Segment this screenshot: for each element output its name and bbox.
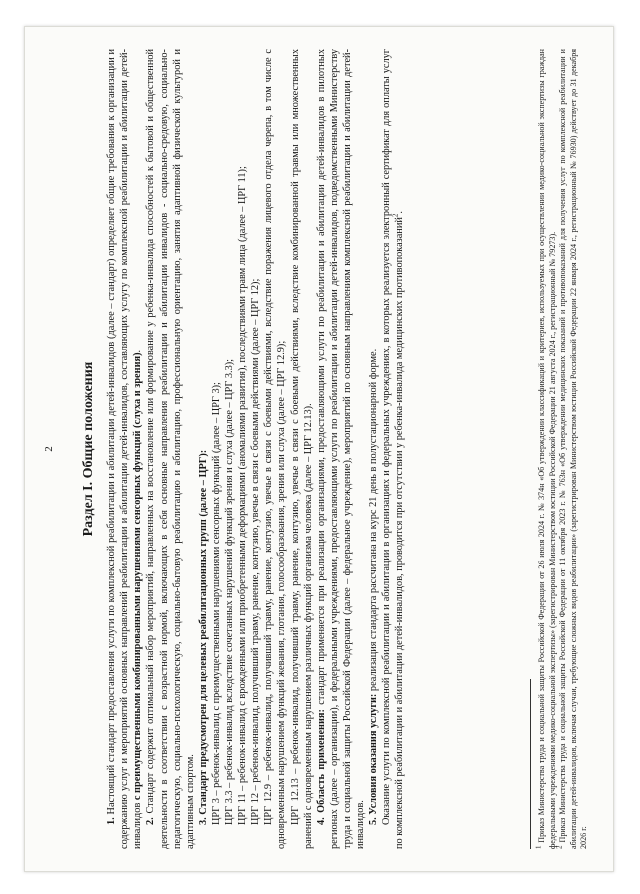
footnote-separator xyxy=(530,679,531,849)
paragraph-5-body xyxy=(380,49,406,849)
crg-item: ЦРГ 12.13 – ребенок-инвалид, получивший травму, ранение, контузию, увечье в связи с боевыми действиями, вследствие комбинированной травмы или множественных ранений с одновременным нарушением различных функций организма человека (далее – ЦРГ 12.13). xyxy=(289,49,314,849)
paragraph-5-text: реализация стандарта рассчитана на курс 21 день в полустационарной форме. xyxy=(368,348,380,692)
paragraph-4-text: стандарт применяется при реализации организациями, предоставляющими услуги по реабилитации и абилитации детей-инвалидов в пилотных регионах (далее – организации), и федеральными учреждениями, предоставляющими услуги по реабилитации и абилитации детей-инвалидов, подведомственными Министерству труда и социальной защиты Российской Федерации (далее – федеральное учреждение), мероприятий по основным направлениям комплексной реабилитации и абилитации детей-инвалидов. xyxy=(315,49,366,849)
paragraph-1-text: Настоящий стандарт предоставления услуги по комплексной реабилитации и абилитации детей-инвалидов (далее – стандарт) определяет общие требования к организации и содержанию услуг и мероприятий основных направлений реабилитации и абилитации детей-инвалидов, составляющих услугу по комплексной реабилитации и абилитации детей-инвалидов xyxy=(106,49,144,849)
paragraph-4 xyxy=(315,49,367,849)
paragraph-1-tail: . xyxy=(132,349,144,353)
paragraph-5-lead: 5. Условия оказания услуги: xyxy=(368,693,380,825)
paragraph-2-number: 2. xyxy=(145,817,157,825)
page-body xyxy=(25,27,599,871)
paragraph-2-text: Стандарт содержит оптимальный набор мероприятий, направленных на восстановление или формирование у ребенка-инвалида способностей к бытовой и общественной деятельности в соответствии с возрастной нормой, включающих в себя основные направления реабилитации и абилитации инвалидов - социально-средовую, социально-педагогическую, социально-психологическую, социально-бытовую реабилитацию и абилитацию, профессиональную ориентацию, занятия адаптивной физической культурой и адаптивным спортом. xyxy=(145,49,196,849)
paragraph-3-heading xyxy=(197,49,210,849)
crg-item: ЦРГ 3.3 – ребенок-инвалид вследствие сочетанных нарушений функций зрения и слуха (далее – ЦРГ 3.3); xyxy=(224,358,236,825)
footnote-2 xyxy=(555,49,589,849)
paragraph-4-lead: 4. Область применения: xyxy=(315,709,327,825)
crg-item: ЦРГ 12.9 – ребенок-инвалид, получивший травму, ранение, контузию, увечье в связи с боевыми действиями, вследствие поражения лицевого отдела черепа, в том числе с одновременным нарушением функций жевания, глотания, голосообразования, зрения или слуха (далее – ЦРГ 12.9); xyxy=(263,49,288,849)
paragraph-5-body-text: Оказание услуги по комплексной реабилитации и абилитации в организациях и федеральных учреждениях, в которых реализуется электронный сертификат для оплаты услуг по комплексной реабилитации и абилитации детей-инвалидов, проводится при отсутствии у ребенка-инвалида медицинских противопоказаний xyxy=(381,49,406,849)
footnote-1 xyxy=(534,49,558,849)
crg-item: ЦРГ 3 – ребенок-инвалид с преимущественными нарушениями сенсорных функций (далее – ЦРГ 3); xyxy=(210,382,222,825)
paragraph-5-body-end: . xyxy=(394,211,406,214)
paragraph-1-bold: с преимущественными комбинированными нарушениями сенсорных функций (слуха и зрения) xyxy=(132,352,144,801)
rotated-page-content xyxy=(25,27,613,871)
paragraph-1-number: 1. xyxy=(106,817,118,825)
paragraph-5 xyxy=(367,49,380,849)
crg-item: ЦРГ 11 – ребенок-инвалид с врожденными или приобретенными деформациями (аномалиями развития), последствиями травм лица (далее – ЦРГ 11); xyxy=(237,166,249,825)
footnote-1-number: 1 xyxy=(534,845,543,849)
document-page xyxy=(24,26,614,872)
footnote-2-text: Приказ Министерства труда и социальной защиты Российской Федерации от 11 октября 2023 г. № 763н «Об утверждении медицинских показаний и противопоказаний для получения услуг по комплексной реабилитации и абилитации детей-инвалидов, включая случаи, требующие сложных видов реабилитации» (зарегистрирован Министерством юстиции Российской Федерации 22 января 2024 г., регистрационный № 76930) действует до 31 декабря 2026 г. xyxy=(558,49,588,849)
paragraph-2 xyxy=(144,49,196,849)
crg-item: ЦРГ 12 – ребенок-инвалид, получивший травму, ранение, контузию, увечье в связи с боевыми действиями (далее – ЦРГ 12); xyxy=(250,278,262,825)
paragraph-1 xyxy=(105,49,144,849)
footnote-1-text: Приказ Министерства труда и социальной защиты Российской Федерации от 26 июля 2024 г. № 374н «Об утверждении классификаций и критериев, используемых при осуществлении медико-социальной экспертизы граждан федеральными учреждениями медико-социальной экспертизы» (зарегистрирован Министерством юстиции Российской Федерации 21 августа 2024 г., регистрационный № 79273). xyxy=(537,49,557,849)
crg-heading: 3. Стандарт предусмотрен для целевых реабилитационных групп (далее – ЦРГ): xyxy=(197,449,209,825)
footnote-2-number: 2 xyxy=(555,845,564,849)
page-number: 2 xyxy=(43,446,55,452)
section-heading: Раздел I. Общие положения xyxy=(81,361,97,537)
footnote-ref-2: 2 xyxy=(391,213,400,218)
